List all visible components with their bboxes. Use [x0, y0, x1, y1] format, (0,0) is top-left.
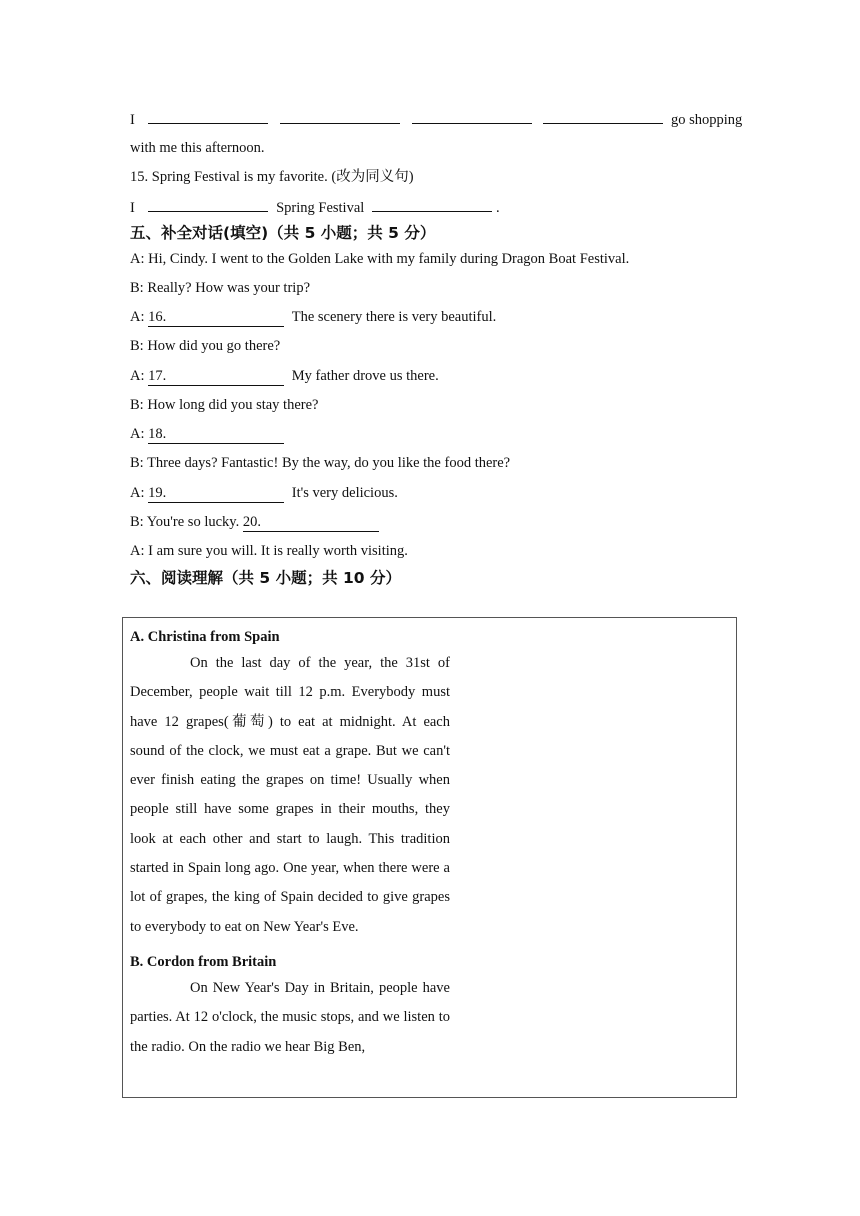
q15-prompt: 15. Spring Festival is my favorite. (改为同义句) [130, 169, 414, 185]
blank-number: 20. [242, 514, 261, 530]
section5-heading: 五、补全对话(填空)（共 5 小题；共 5 分） [130, 224, 436, 242]
q14-blank-1[interactable] [148, 109, 268, 124]
passage-b-text: On New Year's Day in Britain, people have parties. At 12 o'clock, the music stops, and we listen to the radio. On the radio we hear Big Ben, [130, 979, 450, 1055]
dialogue-line: B: How did you go there? [130, 338, 281, 354]
dialogue-text: My father drove us there. [291, 368, 439, 384]
blank-number: 17. [148, 368, 167, 384]
passage-a-title: A. Christina from Spain [130, 629, 280, 645]
passage-a-text: On the last day of the year, the 31st of December, people wait till 12 p.m. Everybody must have 12 grapes(葡萄) to eat at midnight. At each sound of the clock, we must eat a grape. But we can't ever finish eating the grapes on time! Usually when people still have some grapes in their mouths, they look at each other and start to laugh. This tradition started in Spain long ago. One year, when there were a lot of grapes, the king of Spain decided to give grapes to everybody to eat on New Year's Eve. [130, 655, 450, 935]
blank-18[interactable] [148, 426, 284, 444]
blank-19[interactable] [148, 485, 284, 503]
blank-16[interactable] [148, 309, 284, 327]
q14-answer-line [130, 109, 743, 130]
speaker-label: A: [130, 485, 145, 501]
q14-blank-3[interactable] [412, 109, 532, 124]
q14-blank-2[interactable] [280, 109, 400, 124]
dialogue-line: A: Hi, Cindy. I went to the Golden Lake with my family during Dragon Boat Festival. [130, 251, 630, 267]
blank-20[interactable] [243, 514, 379, 532]
speaker-label: A: [130, 426, 145, 442]
dialogue-text: The scenery there is very beautiful. [291, 309, 497, 325]
blank-17[interactable] [148, 368, 284, 386]
q15-middle: Spring Festival [276, 200, 365, 216]
dialogue-text: B: You're so lucky. [130, 514, 240, 530]
dialogue-line: B: Really? How was your trip? [130, 280, 311, 296]
dialogue-text: It's very delicious. [291, 485, 398, 501]
speaker-label: A: [130, 309, 145, 325]
q14-blank-4[interactable] [543, 109, 663, 124]
reading-column [130, 618, 450, 1062]
dialogue-blank-17 [130, 366, 732, 386]
q14-continuation: with me this afternoon. [130, 140, 265, 156]
dialogue-blank-16 [130, 307, 732, 327]
section6-heading: 六、阅读理解（共 5 小题；共 10 分） [130, 569, 401, 587]
dialogue-blank-20 [130, 512, 732, 532]
dialogue-line: B: Three days? Fantastic! By the way, do you like the food there? [130, 455, 511, 471]
blank-number: 18. [148, 426, 167, 442]
q15-end: . [495, 200, 500, 216]
q15-blank-2[interactable] [372, 197, 492, 212]
q15-answer-line [130, 197, 732, 218]
dialogue-line: A: I am sure you will. It is really worth visiting. [130, 543, 408, 559]
reading-passage-box [122, 617, 737, 1098]
q14-prefix: I [130, 112, 135, 128]
speaker-label: A: [130, 368, 145, 384]
blank-number: 19. [148, 485, 167, 501]
q15-prefix: I [130, 200, 135, 216]
q14-suffix: go shopping [670, 112, 743, 128]
passage-b-title: B. Cordon from Britain [130, 953, 277, 970]
blank-number: 16. [148, 309, 167, 325]
q15-blank-1[interactable] [148, 197, 268, 212]
dialogue-blank-19 [130, 483, 732, 503]
dialogue-line: B: How long did you stay there? [130, 397, 319, 413]
dialogue-blank-18 [130, 424, 732, 444]
